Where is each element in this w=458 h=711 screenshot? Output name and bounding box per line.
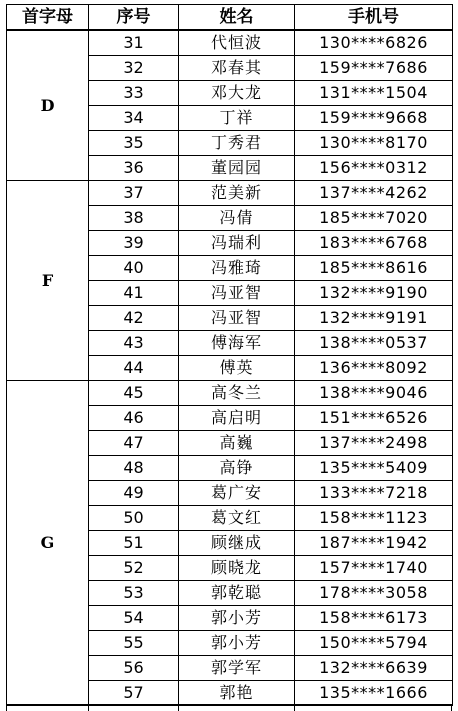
phone-cell[interactable]: 133****7218 — [295, 481, 453, 506]
group-letter-cell[interactable]: G — [7, 381, 89, 706]
seq-cell[interactable]: 43 — [89, 331, 179, 356]
name-cell[interactable]: 丁祥 — [179, 106, 295, 131]
header-phone[interactable]: 手机号 — [295, 5, 453, 31]
seq-cell[interactable]: 44 — [89, 356, 179, 381]
seq-cell[interactable]: 57 — [89, 681, 179, 706]
seq-cell[interactable]: 32 — [89, 56, 179, 81]
phone-cell[interactable]: 178****3058 — [295, 581, 453, 606]
name-cell[interactable]: 邓春其 — [179, 56, 295, 81]
phone-cell[interactable]: 132****6639 — [295, 656, 453, 681]
seq-cell[interactable]: 49 — [89, 481, 179, 506]
phone-cell[interactable]: 137****2498 — [295, 431, 453, 456]
name-cell[interactable]: 冯倩 — [179, 206, 295, 231]
header-name[interactable]: 姓名 — [179, 5, 295, 31]
phone-cell[interactable]: 137****4262 — [295, 181, 453, 206]
phone-cell[interactable]: 156****0312 — [295, 156, 453, 181]
seq-cell[interactable]: 50 — [89, 506, 179, 531]
name-cell[interactable]: 傅海军 — [179, 331, 295, 356]
phone-cell[interactable]: 151****6526 — [295, 406, 453, 431]
seq-cell[interactable]: 39 — [89, 231, 179, 256]
seq-cell[interactable]: 38 — [89, 206, 179, 231]
name-cell[interactable]: 高巍 — [179, 431, 295, 456]
phone-cell[interactable]: 185****7020 — [295, 206, 453, 231]
group-letter-cell[interactable]: D — [7, 30, 89, 181]
phone-cell[interactable]: 159****9668 — [295, 106, 453, 131]
phone-cell[interactable]: 132****9190 — [295, 281, 453, 306]
name-cell[interactable]: 高铮 — [179, 456, 295, 481]
seq-cell[interactable]: 42 — [89, 306, 179, 331]
phone-cell[interactable]: 132****9191 — [295, 306, 453, 331]
seq-cell[interactable]: 36 — [89, 156, 179, 181]
seq-cell[interactable]: 37 — [89, 181, 179, 206]
phone-cell[interactable]: 187****1942 — [295, 531, 453, 556]
header-letter[interactable]: 首字母 — [7, 5, 89, 31]
seq-cell[interactable]: 46 — [89, 406, 179, 431]
seq-cell[interactable]: 41 — [89, 281, 179, 306]
seq-cell[interactable]: 47 — [89, 431, 179, 456]
phone-cell[interactable]: 135****1666 — [295, 681, 453, 706]
name-cell[interactable]: 丁秀君 — [179, 131, 295, 156]
seq-cell[interactable]: 33 — [89, 81, 179, 106]
phone-cell[interactable]: 130****6826 — [295, 30, 453, 56]
header-seq[interactable]: 序号 — [89, 5, 179, 31]
name-cell[interactable]: 郭小芳 — [179, 606, 295, 631]
name-cell[interactable]: 郭小芳 — [179, 631, 295, 656]
phone-cell[interactable]: 158****6173 — [295, 606, 453, 631]
name-cell[interactable]: 高启明 — [179, 406, 295, 431]
seq-cell[interactable]: 40 — [89, 256, 179, 281]
name-cell[interactable]: 葛文红 — [179, 506, 295, 531]
seq-cell[interactable]: 35 — [89, 131, 179, 156]
phone-cell[interactable]: 183****6768 — [295, 231, 453, 256]
group-letter-cell[interactable]: F — [7, 181, 89, 381]
name-cell[interactable]: 葛广安 — [179, 481, 295, 506]
phone-cell[interactable]: 138****9046 — [295, 381, 453, 406]
name-cell[interactable]: 冯瑞利 — [179, 231, 295, 256]
seq-cell[interactable]: 56 — [89, 656, 179, 681]
phone-cell[interactable]: 159****7686 — [295, 56, 453, 81]
phone-cell[interactable]: 131****1504 — [295, 81, 453, 106]
phone-cell[interactable]: 138****0537 — [295, 331, 453, 356]
phone-cell[interactable]: 157****1740 — [295, 556, 453, 581]
table-body — [7, 30, 453, 706]
header-row — [7, 5, 453, 31]
name-cell[interactable]: 董园园 — [179, 156, 295, 181]
name-cell[interactable]: 顾晓龙 — [179, 556, 295, 581]
phone-cell[interactable]: 136****8092 — [295, 356, 453, 381]
seq-cell[interactable]: 53 — [89, 581, 179, 606]
phone-cell[interactable]: 130****8170 — [295, 131, 453, 156]
seq-cell[interactable]: 52 — [89, 556, 179, 581]
name-cell[interactable]: 傅英 — [179, 356, 295, 381]
name-cell[interactable]: 冯亚智 — [179, 306, 295, 331]
phone-cell[interactable]: 185****8616 — [295, 256, 453, 281]
name-cell[interactable]: 邓大龙 — [179, 81, 295, 106]
name-cell[interactable]: 冯亚智 — [179, 281, 295, 306]
table-row — [7, 381, 453, 406]
name-cell[interactable]: 顾继成 — [179, 531, 295, 556]
name-cell[interactable]: 高冬兰 — [179, 381, 295, 406]
name-cell[interactable]: 范美新 — [179, 181, 295, 206]
phone-cell[interactable]: 150****5794 — [295, 631, 453, 656]
table-row — [7, 181, 453, 206]
name-cell[interactable]: 郭乾聪 — [179, 581, 295, 606]
seq-cell[interactable]: 31 — [89, 30, 179, 56]
name-cell[interactable]: 郭学军 — [179, 656, 295, 681]
seq-cell[interactable]: 34 — [89, 106, 179, 131]
contact-table — [6, 4, 453, 706]
seq-cell[interactable]: 45 — [89, 381, 179, 406]
seq-cell[interactable]: 51 — [89, 531, 179, 556]
name-cell[interactable]: 郭艳 — [179, 681, 295, 706]
name-cell[interactable]: 代恒波 — [179, 30, 295, 56]
phone-cell[interactable]: 158****1123 — [295, 506, 453, 531]
seq-cell[interactable]: 48 — [89, 456, 179, 481]
phone-cell[interactable]: 135****5409 — [295, 456, 453, 481]
table-row — [7, 30, 453, 56]
name-cell[interactable]: 冯雅琦 — [179, 256, 295, 281]
seq-cell[interactable]: 54 — [89, 606, 179, 631]
seq-cell[interactable]: 55 — [89, 631, 179, 656]
